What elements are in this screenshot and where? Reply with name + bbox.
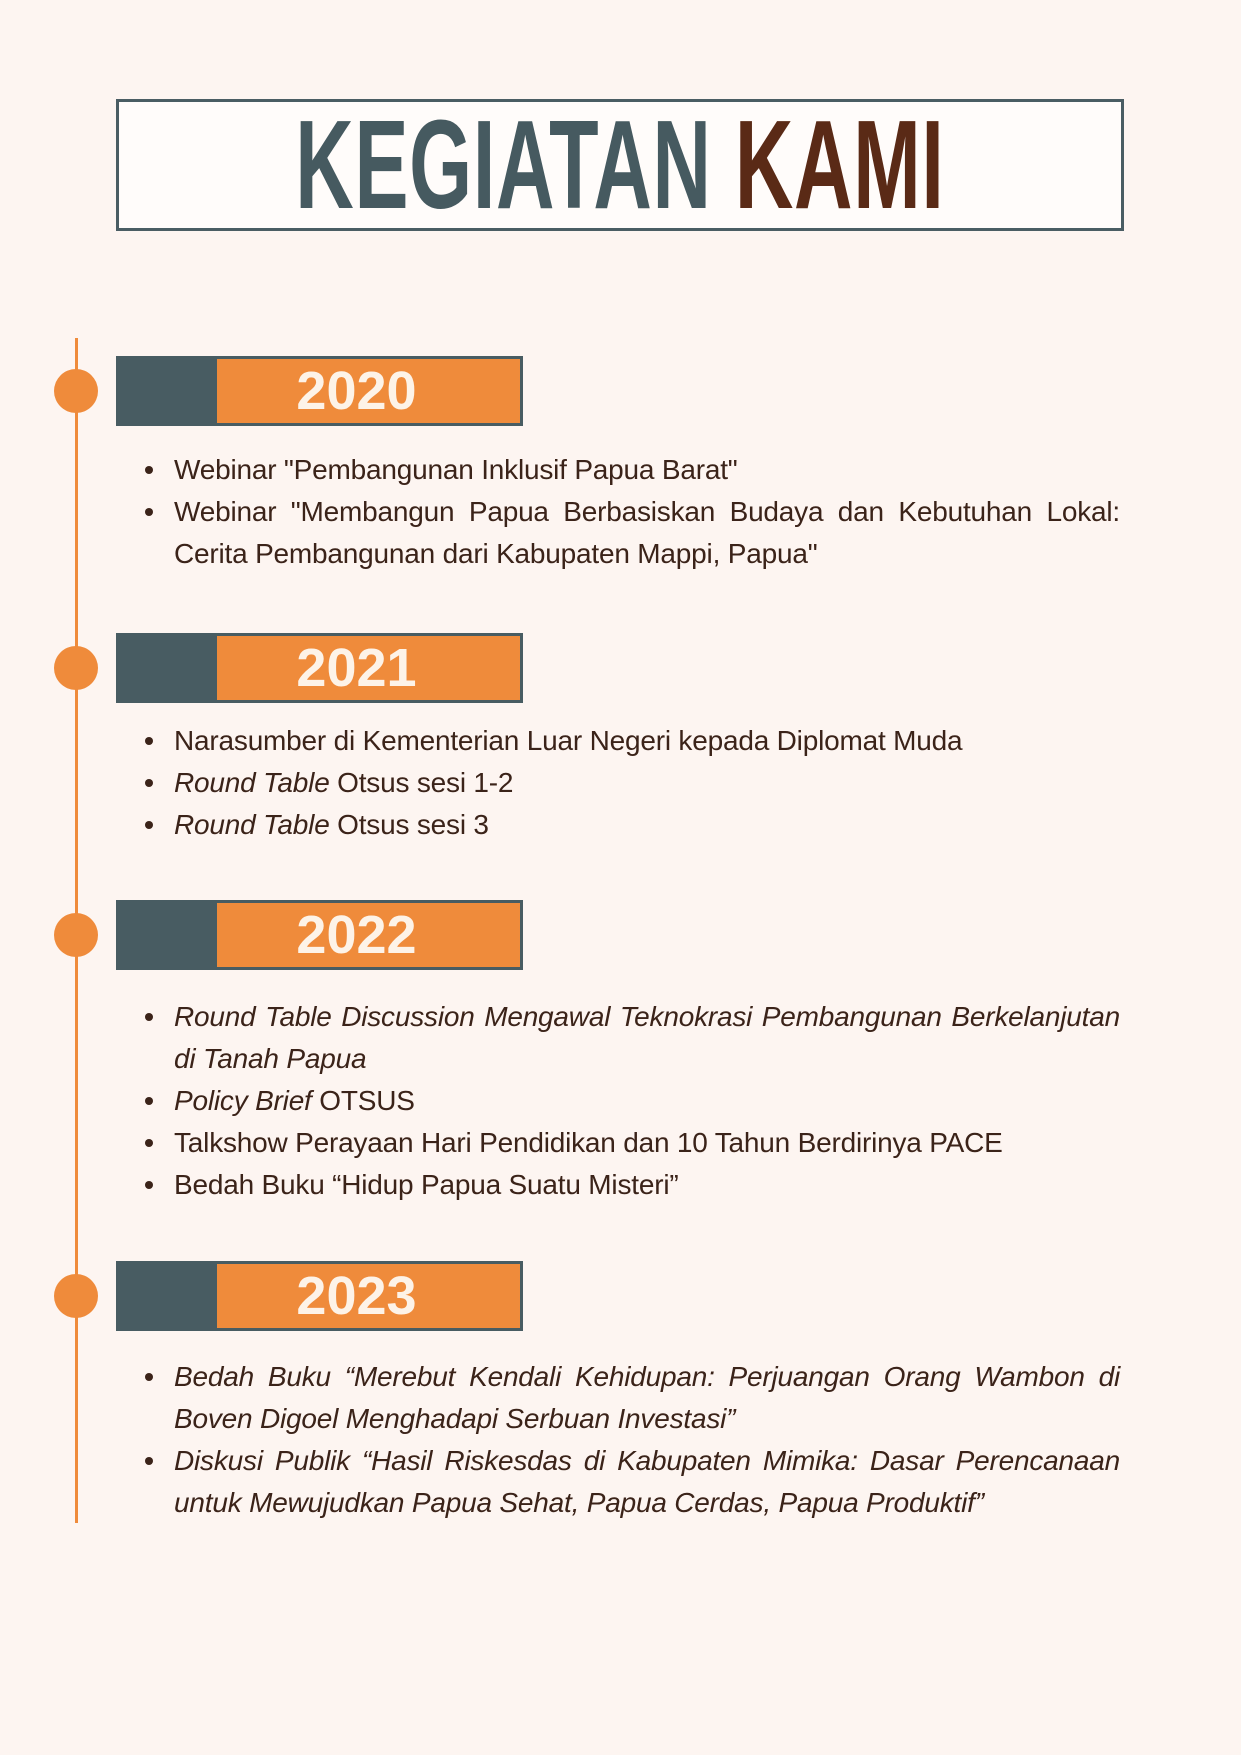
bullet-icon (145, 737, 153, 745)
item-text: Otsus sesi 1-2 (329, 767, 514, 798)
item-text: Talkshow Perayaan Hari Pendidikan dan 10 Tahun Berdirinya PACE (174, 1127, 1003, 1158)
item-text: Bedah Buku “Hidup Papua Suatu Misteri” (174, 1169, 679, 1200)
item-text-italic: Diskusi Publik “Hasil Riskesdas di Kabupaten Mimika: Dasar Perencanaan untuk Mewujudkan Papua Sehat, Papua Cerdas, Papua Produktif” (174, 1445, 1120, 1518)
item-text: Webinar "Membangun Papua Berbasiskan Budaya dan Kebutuhan Lokal: Cerita Pembangunan dari Kabupaten Mappi, Papua" (174, 496, 1120, 569)
list-item (174, 1356, 1120, 1440)
activity-list-2021 (174, 720, 1120, 846)
item-text-italic: Bedah Buku “Merebut Kendali Kehidupan: Perjuangan Orang Wambon di Boven Digoel Menghadapi Serbuan Investasi” (174, 1361, 1120, 1434)
bullet-icon (145, 1181, 153, 1189)
item-text-italic: Round Table (174, 767, 330, 798)
timeline-dot-icon (54, 369, 98, 413)
year-badge-2020 (116, 356, 523, 426)
activity-list-2023 (174, 1356, 1120, 1524)
year-label: 2021 (217, 636, 520, 700)
timeline-dot-icon (54, 1274, 98, 1318)
item-text-italic: Round Table Discussion Mengawal Teknokrasi Pembangunan Berkelanjutan di Tanah Papua (174, 1001, 1120, 1074)
list-item (174, 804, 1120, 846)
item-text-italic: Round Table (174, 809, 330, 840)
page-title (295, 99, 945, 231)
item-text: Narasumber di Kementerian Luar Negeri kepada Diplomat Muda (174, 725, 963, 756)
bullet-icon (145, 1013, 153, 1021)
item-text-italic: Policy Brief (174, 1085, 312, 1116)
list-item (174, 1440, 1120, 1524)
list-item (174, 996, 1120, 1080)
bullet-icon (145, 466, 153, 474)
bullet-icon (145, 1097, 153, 1105)
item-text: OTSUS (311, 1085, 415, 1116)
list-item (174, 491, 1120, 575)
bullet-icon (145, 1373, 153, 1381)
list-item (174, 762, 1120, 804)
list-item (174, 1122, 1120, 1164)
bullet-icon (145, 779, 153, 787)
bullet-icon (145, 1457, 153, 1465)
year-label: 2020 (217, 359, 520, 423)
timeline-dot-icon (54, 913, 98, 957)
title-box (116, 99, 1124, 231)
year-badge-2022 (116, 900, 523, 970)
activity-list-2022 (174, 996, 1120, 1206)
bullet-icon (145, 508, 153, 516)
list-item (174, 1164, 1120, 1206)
year-badge-2023 (116, 1261, 523, 1331)
year-label: 2022 (217, 903, 520, 967)
list-item (174, 449, 1120, 491)
item-text: Otsus sesi 3 (329, 809, 489, 840)
bullet-icon (145, 1139, 153, 1147)
title-word-kegiatan: KEGIATAN (295, 99, 712, 231)
activity-list-2020 (174, 449, 1120, 575)
year-label: 2023 (217, 1264, 520, 1328)
year-badge-2021 (116, 633, 523, 703)
title-word-kami: KAMI (734, 99, 945, 231)
timeline-dot-icon (54, 646, 98, 690)
list-item (174, 720, 1120, 762)
bullet-icon (145, 821, 153, 829)
item-text: Webinar "Pembangunan Inklusif Papua Barat" (174, 454, 738, 485)
list-item (174, 1080, 1120, 1122)
